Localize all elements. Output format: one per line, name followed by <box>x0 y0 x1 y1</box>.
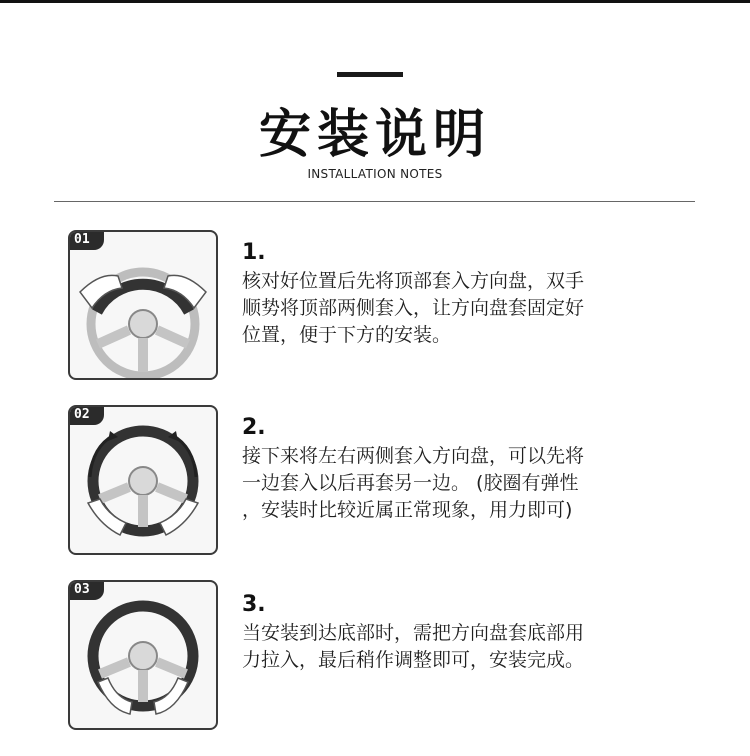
title-accent-bar <box>337 72 403 77</box>
step-2-illustration <box>68 405 218 555</box>
step-1-illustration <box>68 230 218 380</box>
header-divider <box>54 201 695 202</box>
page-subtitle: INSTALLATION NOTES <box>307 167 443 181</box>
step-3-illustration <box>68 580 218 730</box>
steering-wheel-top-install-icon <box>70 232 216 378</box>
step-2-text: 接下来将左右两侧套入方向盘，可以先将 一边套入以后再套另一边。 (胶圈有弹性 ，安装时比较近属正常现象，用力即可) <box>242 445 585 521</box>
step-3-badge: 03 <box>68 580 104 600</box>
step-1-number: 1. <box>242 240 266 265</box>
step-2-badge: 02 <box>68 405 104 425</box>
steering-wheel-sides-install-icon <box>70 407 216 553</box>
step-2-number: 2. <box>242 415 266 440</box>
top-border <box>0 0 750 3</box>
page-title: 安装说明 <box>258 105 491 165</box>
step-3-number: 3. <box>242 592 266 617</box>
steering-wheel-bottom-install-icon <box>70 582 216 728</box>
step-1-badge: 01 <box>68 230 104 250</box>
step-3-text: 当安装到达底部时，需把方向盘套底部用 力拉入，最后稍作调整即可，安装完成。 <box>242 622 585 671</box>
step-1-text: 核对好位置后先将顶部套入方向盘，双手 顺势将顶部两侧套入，让方向盘套固定好 位置，便于下方的安装。 <box>242 270 585 346</box>
